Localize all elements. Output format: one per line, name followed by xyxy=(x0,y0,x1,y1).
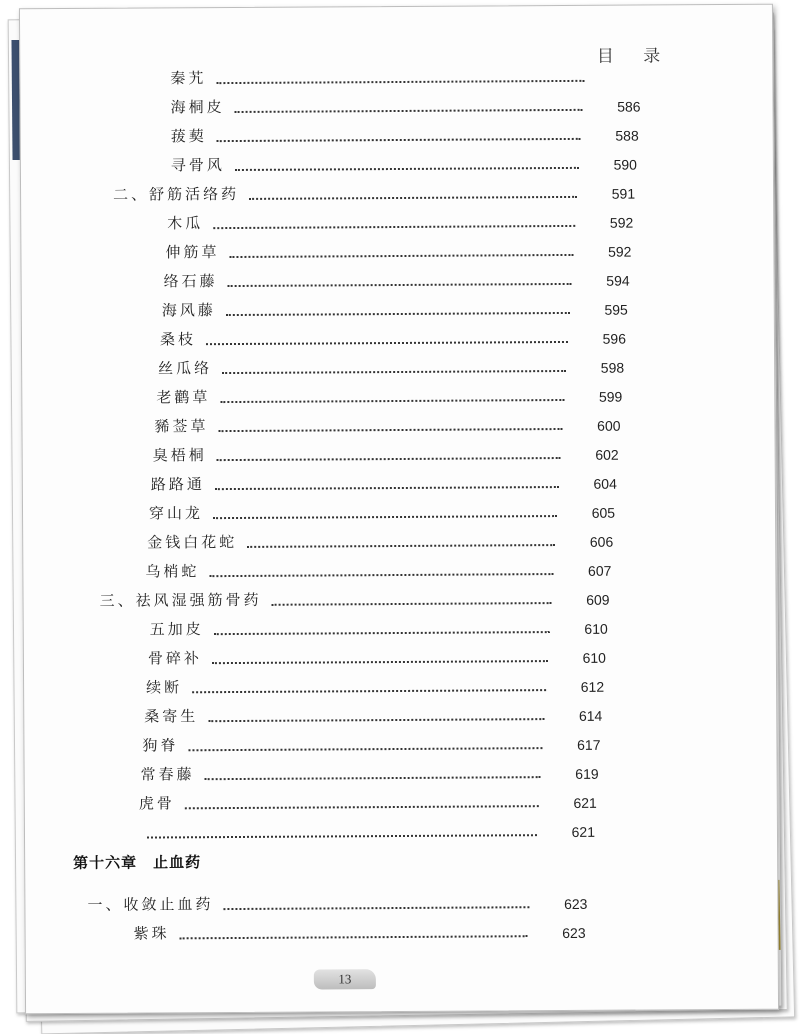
toc-section-name: 二、舒筋活络药 xyxy=(113,184,240,204)
dot-leader xyxy=(219,428,563,432)
dot-leader xyxy=(226,312,570,316)
toc-entry-page: 600 xyxy=(597,417,621,434)
toc-entry-page: 612 xyxy=(580,678,605,695)
toc-entry-page: 604 xyxy=(593,475,617,492)
toc-entry-page: 610 xyxy=(582,649,606,666)
toc-entry-page: 621 xyxy=(573,794,597,811)
toc-entry-name: 络石藤 xyxy=(163,272,218,291)
toc-entry-page: 623 xyxy=(564,895,588,912)
dot-leader xyxy=(220,399,564,403)
dot-leader xyxy=(217,457,561,461)
toc-entry[interactable] xyxy=(147,526,614,555)
toc-entry-name: 豨莶草 xyxy=(154,417,209,436)
toc-entry[interactable] xyxy=(170,91,641,120)
dot-leader xyxy=(147,834,537,838)
toc-section-name: 三、祛风湿强筋骨药 xyxy=(99,590,262,610)
toc-entry-page: 614 xyxy=(578,707,603,724)
toc-entry[interactable] xyxy=(150,468,617,497)
dot-leader xyxy=(214,631,550,635)
toc-entry[interactable] xyxy=(147,642,606,670)
toc-entry[interactable] xyxy=(165,236,632,265)
toc-section[interactable] xyxy=(99,584,610,613)
toc-entry-page: 623 xyxy=(562,924,586,942)
toc-entry-name: 骨碎补 xyxy=(147,649,202,668)
toc-entry[interactable] xyxy=(163,265,630,294)
dot-leader xyxy=(217,138,581,142)
toc-entry-page: 590 xyxy=(613,156,637,173)
dot-leader xyxy=(247,544,555,548)
toc-entry[interactable] xyxy=(146,671,605,699)
dot-leader xyxy=(272,602,552,606)
toc-entry[interactable] xyxy=(140,758,599,786)
toc-entry-name: 金钱白花蛇 xyxy=(147,532,238,552)
page-number-tab xyxy=(314,969,376,989)
toc-entry-name: 海风藤 xyxy=(161,301,216,320)
toc-entry-name: 寻骨风 xyxy=(170,156,225,175)
toc-entry-page: 619 xyxy=(575,765,599,782)
toc-entry-page: 598 xyxy=(600,359,625,376)
toc-entry[interactable] xyxy=(159,323,627,352)
toc-entry-page: 602 xyxy=(595,446,619,463)
toc-entry[interactable] xyxy=(133,917,586,945)
toc-entry[interactable] xyxy=(161,294,628,323)
toc-entry-name: 桑枝 xyxy=(159,330,197,349)
toc-entry[interactable] xyxy=(170,62,590,91)
dot-leader xyxy=(205,776,541,780)
dot-leader xyxy=(206,341,568,345)
toc-entry[interactable] xyxy=(137,816,596,844)
toc-entry-page: 606 xyxy=(589,533,614,550)
dot-leader xyxy=(213,515,557,519)
toc-entry-name: 穿山龙 xyxy=(148,504,204,523)
dot-leader xyxy=(192,689,546,693)
toc-entry-name: 秦艽 xyxy=(170,69,207,88)
toc-entry[interactable] xyxy=(170,149,637,178)
toc-entry-name: 虎骨 xyxy=(138,794,175,813)
toc-entry[interactable] xyxy=(149,613,608,641)
toc-entry-name: 五加皮 xyxy=(149,620,204,639)
toc-entry-name: 续断 xyxy=(146,678,183,697)
toc-entry-page: 594 xyxy=(606,272,630,289)
toc-entry-page: 621 xyxy=(571,823,596,840)
dot-leader xyxy=(249,196,577,200)
dot-leader xyxy=(223,906,529,910)
toc-entry-page: 596 xyxy=(602,330,627,347)
toc-entry-name: 狗脊 xyxy=(142,736,179,755)
toc-entry-name: 海桐皮 xyxy=(170,98,225,117)
toc-page xyxy=(19,4,779,1015)
dot-leader xyxy=(212,660,548,664)
toc-entry-page: 592 xyxy=(609,214,634,231)
toc-entry-name: 老鹳草 xyxy=(156,388,211,407)
page-header-title: 目 录 xyxy=(596,46,673,67)
toc-entry-page: 605 xyxy=(591,504,616,521)
dot-leader xyxy=(209,573,553,577)
chapter-title[interactable]: 第十六章 止血药 xyxy=(73,853,202,872)
page-number: 13 xyxy=(338,971,352,987)
toc-entry-name: 乌梢蛇 xyxy=(145,562,200,581)
dot-leader xyxy=(208,718,544,722)
toc-section-name: 一、收敛止血药 xyxy=(87,895,214,914)
dot-leader xyxy=(188,747,542,751)
toc-entry-name: 臭梧桐 xyxy=(152,446,207,465)
dot-leader xyxy=(235,167,579,171)
toc-entry-name: 木瓜 xyxy=(167,214,204,233)
toc-entry-name: 常春藤 xyxy=(140,765,195,784)
dot-leader xyxy=(222,370,566,374)
toc-entry-name: 菝葜 xyxy=(170,127,207,146)
toc-entry-page: 610 xyxy=(584,620,608,637)
toc-entry-name: 路路通 xyxy=(150,475,205,494)
toc-entry-page: 595 xyxy=(604,301,628,318)
toc-entry-name: 紫珠 xyxy=(133,924,170,943)
toc-entry-page: 607 xyxy=(587,562,612,579)
toc-entry[interactable] xyxy=(148,497,616,526)
dot-leader xyxy=(215,486,559,490)
dot-leader xyxy=(229,254,573,258)
toc-entry-page: 592 xyxy=(608,243,632,260)
dot-leader xyxy=(185,805,539,809)
toc-entry-name: 桑寄生 xyxy=(144,707,199,726)
toc-entry[interactable] xyxy=(167,207,634,236)
toc-entry[interactable] xyxy=(154,410,621,439)
toc-entry-name: 丝瓜络 xyxy=(158,359,213,378)
toc-entry-name: 伸筋草 xyxy=(165,243,220,262)
dot-leader xyxy=(180,935,528,939)
toc-entry[interactable] xyxy=(145,555,612,584)
toc-entry-page: 588 xyxy=(615,127,639,144)
dot-leader xyxy=(235,109,583,113)
toc-entry[interactable] xyxy=(156,381,623,410)
toc-entry[interactable] xyxy=(142,729,601,757)
toc-entry[interactable] xyxy=(138,787,597,815)
toc-section[interactable] xyxy=(113,178,636,207)
dot-leader xyxy=(216,80,584,84)
toc-entry-page: 609 xyxy=(586,591,610,608)
dot-leader xyxy=(228,283,572,287)
toc-entry-page: 599 xyxy=(598,388,623,405)
toc-entry[interactable] xyxy=(158,352,625,381)
dot-leader xyxy=(213,225,575,229)
toc-entry-page: 617 xyxy=(577,736,601,753)
toc-entry-page: 586 xyxy=(617,98,641,115)
toc-entry[interactable] xyxy=(144,700,603,728)
toc-entry-page: 591 xyxy=(611,185,636,202)
toc-entry[interactable] xyxy=(152,439,619,468)
toc-entry[interactable] xyxy=(170,120,639,149)
toc-section[interactable] xyxy=(87,888,588,917)
